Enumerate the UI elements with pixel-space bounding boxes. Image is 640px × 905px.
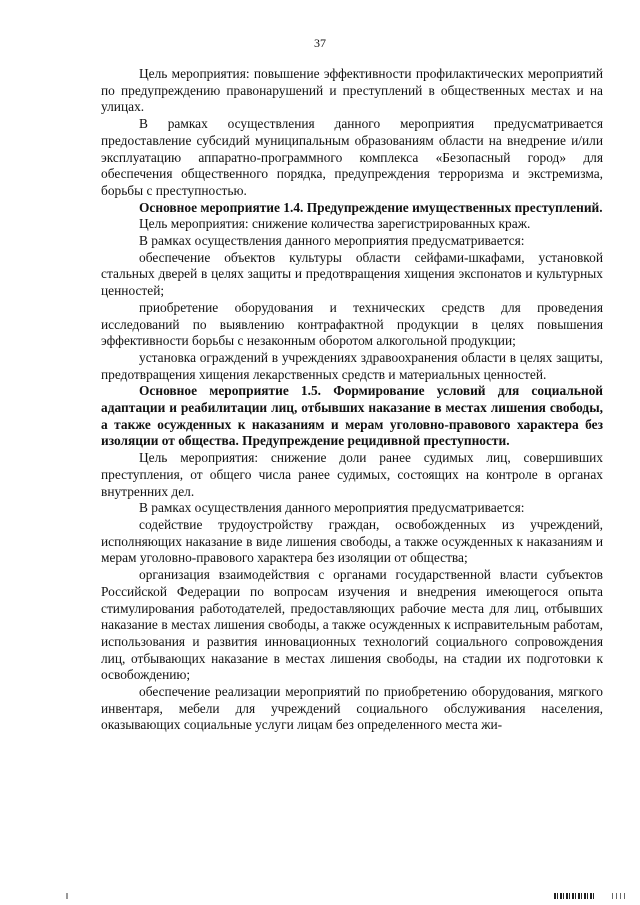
paragraph-counterfeit-equipment: приобретение оборудования и технических средств для проведения исследований по выявлению контрафактной продукции в целях повышения эффективности борьбы с незаконным оборотом алкогольной продукции; <box>101 299 603 349</box>
scan-mark-right <box>612 893 626 899</box>
paragraph-safe-city-subsidies: В рамках осуществления данного мероприятия предусматривается предоставление субсидий муниципальным образованиям области на внедрение и/или эксплуатацию аппаратно-программного комплекса «Безопасный город» для обеспечения общественного порядка, предупреждения терроризма и экстремизма, борьбы с преступностью. <box>101 116 603 198</box>
paragraph-healthcare-fences: установка ограждений в учреждениях здравоохранения области в целях защиты, предотвращения хищения лекарственных средств и материальных ценностей. <box>101 349 603 382</box>
heading-measure-1-4: Основное мероприятие 1.4. Предупреждение имущественных преступлений. <box>139 199 603 215</box>
document-body <box>101 66 603 734</box>
scan-barcode <box>554 893 594 899</box>
paragraph-provisions-intro-2: В рамках осуществления данного мероприятия предусматривается: <box>139 500 525 516</box>
paragraph-goal-prevention: Цель мероприятия: повышение эффективности профилактических мероприятий по предупреждению правонарушений и преступлений в общественных местах и на улицах. <box>101 66 603 115</box>
scan-mark-left <box>66 893 68 899</box>
paragraph-goal-thefts: Цель мероприятия: снижение количества зарегистрированных краж. <box>139 216 531 232</box>
paragraph-goal-recidivism: Цель мероприятия: снижение доли ранее судимых лиц, совершивших преступления, от общего числа ранее судимых, состоящих на контроле в органах внутренних дел. <box>101 450 603 499</box>
paragraph-employment-assistance: содействие трудоустройству граждан, освобожденных из учреждений, исполняющих наказание в виде лишения свободы, а также осужденных к наказаниям и мерам уголовно-правового характера без изоляции от общества; <box>101 516 603 566</box>
page-number: 37 <box>314 36 326 50</box>
paragraph-provisions-intro-1: В рамках осуществления данного мероприятия предусматривается: <box>139 233 525 249</box>
paragraph-equipment-procurement: обеспечение реализации мероприятий по приобретению оборудования, мягкого инвентаря, мебели для учреждений социального обслуживания населения, оказывающих социальные услуги лицам без определенного места жи- <box>101 684 603 733</box>
paragraph-culture-safes: обеспечение объектов культуры области сейфами-шкафами, установкой стальных дверей в целях защиты и предотвращения хищения экспонатов и культурных ценностей; <box>101 249 603 299</box>
heading-measure-1-5: Основное мероприятие 1.5. Формирование условий для социальной адаптации и реабилитации лиц, отбывших наказание в местах лишения свободы, а также осужденных к наказаниям и мерам уголовно-правового характера без изоляции от общества. Предупреждение рецидивной преступности. <box>101 383 603 449</box>
paragraph-regional-cooperation: организация взаимодействия с органами государственной власти субъектов Российской Федерации по вопросам изучения и внедрения имеющегося опыта стимулирования работодателей, предоставляющих рабочие места для лиц, отбывших наказание в местах лишения свободы, а также осужденных к исправительным работам, использования и развития инновационных технологий социального сопровождения лиц, отбывающих наказание в местах лишения свободы, на стадии их подготовки к освобождению; <box>101 567 603 683</box>
